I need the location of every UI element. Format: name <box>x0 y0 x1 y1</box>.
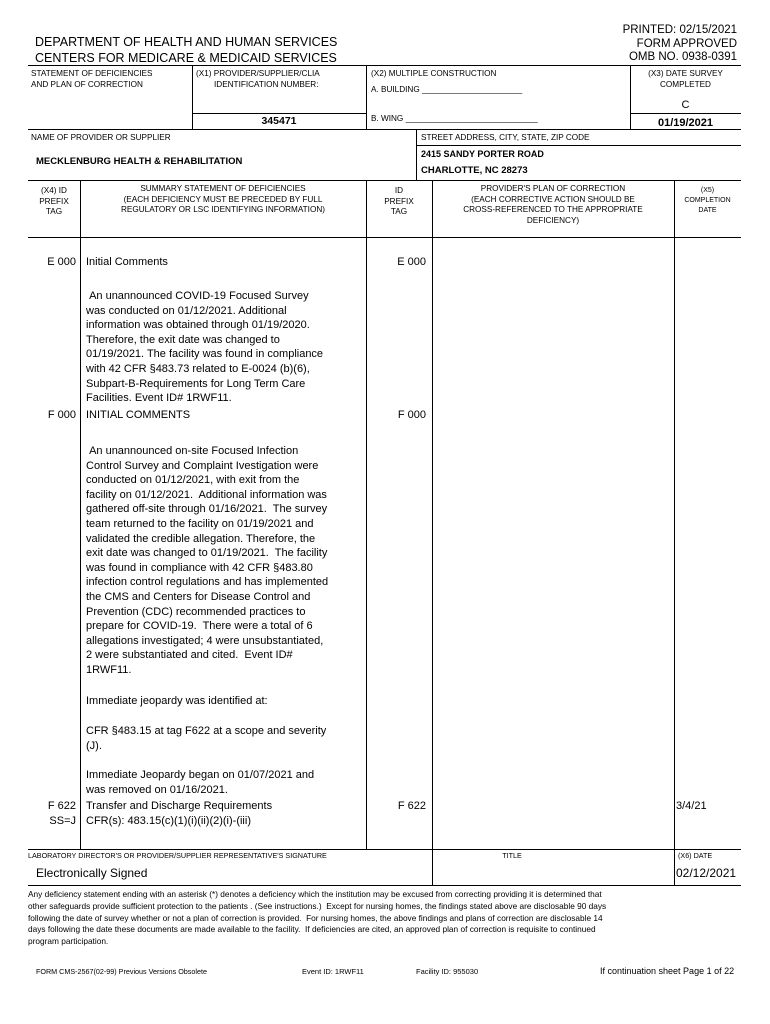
plan-header: PROVIDER'S PLAN OF CORRECTION (EACH CORRECTIVE ACTION SHOULD BE CROSS-REFERENCED TO THE APPROPRIATE DEFICIENCY) <box>463 184 643 225</box>
x3-value-line <box>630 113 741 114</box>
form-number: FORM CMS-2567(02-99) Previous Versions Obsolete <box>36 967 207 976</box>
f622-title: Transfer and Discharge Requirements <box>86 800 273 812</box>
statement-label: STATEMENT OF DEFICIENCIES AND PLAN OF CORRECTION <box>31 69 153 89</box>
f622-scope-severity: SS=J <box>49 815 76 827</box>
form-approved-label: FORM APPROVED <box>636 37 737 50</box>
disclaimer-text: Any deficiency statement ending with an asterisk (*) denotes a deficiency which the institution may be excused from correcting providing it is determined that other safeguards provide sufficient protection to the patients . (See instructions.) Except for nursing homes, the findings stated above are disclosable 90 days following the date of survey whether or not a plan of correction is provided. For nursing homes, the above findings and plans of correction are disclosable 14 days following the date these documents are made available to the facility. If deficiencies are cited, an approved plan of correction is requisite to continued program participation. <box>28 889 607 947</box>
col-summary-divider <box>366 180 367 849</box>
f000-id-tag: F 000 <box>397 409 426 421</box>
page-number: If continuation sheet Page 1 of 22 <box>600 966 735 976</box>
f000-text: An unannounced on-site Focused Infection Control Survey and Complaint Ivestigation were conducted on 01/12/2021, with exit from the facility on 01/12/2021. Additional information was gathered off-site through 01/16/2021. The survey team returned to the facility on 01/19/2021 and validated the credible allegation. Therefore, the exit date was changed to 01/19/2021. The facility was found in compliance with 42 CFR §483.80 infection control regulations and has implemented the CMS and Centers for Disease Control and Prevention (CDC) recommended practices to prepare for COVID-19. There were a total of 6 allegations investigated; 4 were unsubstantiated, 2 were substantiated and cited. Event ID# 1RWF11. <box>86 445 329 676</box>
street-address: 2415 SANDY PORTER ROAD <box>421 149 544 159</box>
signature-value: Electronically Signed <box>36 866 148 880</box>
city-state-zip: CHARLOTTE, NC 28273 <box>421 165 528 176</box>
address-label: STREET ADDRESS, CITY, STATE, ZIP CODE <box>421 133 590 142</box>
box-divider-2 <box>28 180 741 181</box>
x2-label: (X2) MULTIPLE CONSTRUCTION <box>371 69 497 78</box>
f622-prefix-tag: F 622 <box>47 800 76 812</box>
survey-completed-date: 01/19/2021 <box>657 117 714 129</box>
form-status-block <box>623 24 737 65</box>
x1-label: (X1) PROVIDER/SUPPLIER/CLIA IDENTIFICATION NUMBER: <box>196 69 320 89</box>
f000-prefix-tag: F 000 <box>47 409 76 421</box>
f622-cfr: CFR(s): 483.15(c)(1)(i)(ii)(2)(i)-(iii) <box>86 815 251 827</box>
ij-identified-text: Immediate jeopardy was identified at: <box>86 695 268 707</box>
x2-wing: B. WING _____________________________ <box>371 114 538 123</box>
cfr-scope-text: CFR §483.15 at tag F622 at a scope and severity (J). <box>86 725 327 752</box>
footer-event-id: Event ID: 1RWF11 <box>302 967 364 976</box>
col-plan-divider <box>674 180 675 849</box>
box-bottom-border <box>28 885 741 886</box>
col-x4-divider <box>80 180 81 849</box>
provider-vertical <box>416 129 417 180</box>
box-top-border <box>28 65 741 66</box>
department-name: DEPARTMENT OF HEALTH AND HUMAN SERVICES <box>35 35 338 49</box>
provider-id-number: 345471 <box>261 115 297 127</box>
box-divider-4 <box>28 849 741 850</box>
e000-id-tag: E 000 <box>397 256 426 268</box>
agency-name: CENTERS FOR MEDICARE & MEDICAID SERVICES <box>35 51 337 65</box>
box-divider-1 <box>28 129 741 130</box>
x3-code: C <box>681 99 690 111</box>
title-label: TITLE <box>502 851 522 860</box>
id-header: ID PREFIX TAG <box>384 186 414 216</box>
sig-divider-2 <box>674 849 675 885</box>
e000-prefix-tag: E 000 <box>47 256 76 268</box>
printed-date: PRINTED: 02/15/2021 <box>622 24 737 36</box>
x5-header: (X5) COMPLETION DATE <box>684 187 731 214</box>
x1-value-line <box>192 113 366 114</box>
summary-header: SUMMARY STATEMENT OF DEFICIENCIES (EACH DEFICIENCY MUST BE PRECEDED BY FULL REGULATORY OR LSC IDENTIFYING INFORMATION) <box>121 184 325 214</box>
f622-completion-date: 3/4/21 <box>676 800 707 812</box>
omb-number: OMB NO. 0938-0391 <box>628 51 737 63</box>
date-label: (X6) DATE <box>678 851 713 860</box>
f622-id-tag: F 622 <box>397 800 426 812</box>
address-label-line <box>416 145 741 146</box>
col-id-divider <box>432 180 433 849</box>
ij-began-text: Immediate Jeopardy began on 01/07/2021 and was removed on 01/16/2021. <box>86 769 315 796</box>
provider-name-label: NAME OF PROVIDER OR SUPPLIER <box>31 133 171 142</box>
f000-title: INITIAL COMMENTS <box>86 409 191 421</box>
footer-facility-id: Facility ID: 955030 <box>416 967 479 976</box>
x4-header: (X4) ID PREFIX TAG <box>39 186 69 216</box>
e000-title: Initial Comments <box>86 256 168 268</box>
x2-building: A. BUILDING ______________________ <box>371 85 523 94</box>
department-header <box>35 34 337 66</box>
signature-date: 02/12/2021 <box>676 866 737 880</box>
e000-text: An unannounced COVID-19 Focused Survey was conducted on 01/12/2021. Additional information was obtained through 01/19/2020. Therefore, the exit date was changed to 01/19/2021. The facility was found in compliance with 42 CFR §483.73 related to E-0024 (b)(6), Subpart-B-Requirements for Long Term Care Facilities. Event ID# 1RWF11. <box>86 290 324 405</box>
box-divider-3 <box>28 237 741 238</box>
provider-name: MECKLENBURG HEALTH & REHABILITATION <box>36 156 243 167</box>
box1-vertical-2 <box>366 65 367 129</box>
signature-label: LABORATORY DIRECTOR'S OR PROVIDER/SUPPLIER REPRESENTATIVE'S SIGNATURE <box>28 851 327 860</box>
x3-label: (X3) DATE SURVEY COMPLETED <box>648 69 723 89</box>
